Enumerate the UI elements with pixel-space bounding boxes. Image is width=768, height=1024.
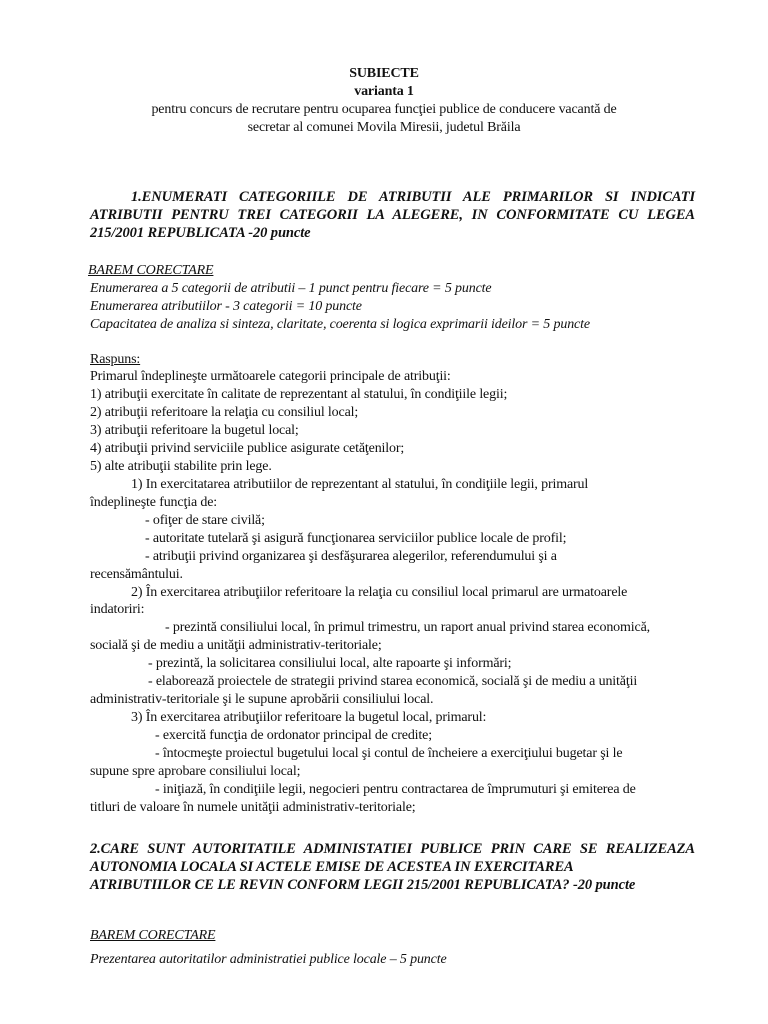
question1-category: 2) atribuţii referitoare la relaţia cu consiliul local; <box>90 405 359 420</box>
question1-barem-item: Enumerarea atributiilor - 3 categorii = 10 puncte <box>90 299 362 314</box>
section2-line: 2) În exercitarea atribuţiilor referitoare la relaţia cu consiliul local primarul are urmatoarele <box>131 585 628 600</box>
document-title: SUBIECTE <box>349 66 419 81</box>
section3-item: - iniţiază, în condiţiile legii, negocieri pentru contractarea de împrumuturi şi emiterea de <box>155 782 636 797</box>
document-variant: varianta 1 <box>354 84 414 99</box>
document-subtitle-line2: secretar al comunei Movila Miresii, judetul Brăila <box>247 120 521 135</box>
question1-category: 3) atribuţii referitoare la bugetul local; <box>90 423 299 438</box>
question2-barem-item: Prezentarea autoritatilor administratiei publice locale – 5 puncte <box>90 952 447 967</box>
section1-item-continued: recensământului. <box>90 567 183 582</box>
section2-line: indatoriri: <box>90 602 145 617</box>
document-subtitle-line1: pentru concurs de recrutare pentru ocuparea funcţiei publice de conducere vacantă de <box>151 102 617 117</box>
question2-heading-line3: ATRIBUTIILOR CE LE REVIN CONFORM LEGII 215/2001 REPUBLICATA? -20 puncte <box>90 877 636 893</box>
section1-line: îndeplineşte funcţia de: <box>90 495 218 510</box>
section1-item: - autoritate tutelară şi asigură funcţionarea serviciilor publice locale de profil; <box>145 531 567 546</box>
section3-item-continued: titluri de valoare în numele unităţii administrativ-teritoriale; <box>90 800 416 815</box>
question2-barem-title: BAREM CORECTARE <box>90 928 216 943</box>
section1-item: - ofiţer de stare civilă; <box>145 513 265 528</box>
section2-item-continued: socială şi de mediu a unităţii administrativ-teritoriale; <box>90 638 382 653</box>
section2-item-continued: administrativ-teritoriale şi le supune aprobării consiliului local. <box>90 692 434 707</box>
question1-category: 4) atribuţii privind serviciile publice asigurate cetăţenilor; <box>90 441 405 456</box>
question1-category: 5) alte atribuţii stabilite prin lege. <box>90 459 272 474</box>
question2-heading-line2: AUTONOMIA LOCALA SI ACTELE EMISE DE ACESTEA IN EXERCITAREA <box>90 859 574 875</box>
section3-line: 3) În exercitarea atribuţiilor referitoare la bugetul local, primarul: <box>131 710 487 725</box>
section3-item: - întocmeşte proiectul bugetului local şi contul de încheiere a exerciţiului bugetar şi le <box>155 746 623 761</box>
section3-item-continued: supune spre aprobare consiliului local; <box>90 764 301 779</box>
question1-heading-line3: 215/2001 REPUBLICATA -20 puncte <box>90 225 311 241</box>
question1-barem-title: BAREM CORECTARE <box>88 263 214 278</box>
question1-barem-item: Enumerarea a 5 categorii de atributii – 1 punct pentru fiecare = 5 puncte <box>90 281 492 296</box>
question1-barem-item: Capacitatea de analiza si sinteza, claritate, coerenta si logica exprimarii ideilor = 5 puncte <box>90 317 590 332</box>
question1-heading-line1: 1.ENUMERATI CATEGORIILE DE ATRIBUTII ALE PRIMARILOR SI INDICATI <box>131 189 695 205</box>
section1-item: - atribuţii privind organizarea şi desfăşurarea alegerilor, referendumului şi a <box>145 549 557 564</box>
section2-item: - elaborează proiectele de strategii privind starea economică, socială şi de mediu a unităţii <box>148 674 638 689</box>
section2-item: - prezintă, la solicitarea consiliului local, alte rapoarte şi informări; <box>148 656 512 671</box>
question2-heading-line1: 2.CARE SUNT AUTORITATILE ADMINISTATIEI PUBLICE PRIN CARE SE REALIZEAZA <box>90 841 695 857</box>
question1-answer-title: Raspuns: <box>90 352 141 367</box>
question1-answer-intro: Primarul îndeplineşte următoarele categorii principale de atribuţii: <box>90 369 451 384</box>
section3-item: - exercită funcţia de ordonator principal de credite; <box>155 728 432 743</box>
question1-category: 1) atribuţii exercitate în calitate de reprezentant al statului, în condiţiile legii; <box>90 387 508 402</box>
section2-item: - prezintă consiliului local, în primul trimestru, un raport anual privind starea economică, <box>165 620 650 635</box>
section1-line: 1) In exercitatarea atributiilor de reprezentant al statului, în condiţiile legii, primarul <box>131 477 589 492</box>
question1-heading-line2: ATRIBUTII PENTRU TREI CATEGORII LA ALEGERE, IN CONFORMITATE CU LEGEA <box>90 207 695 223</box>
